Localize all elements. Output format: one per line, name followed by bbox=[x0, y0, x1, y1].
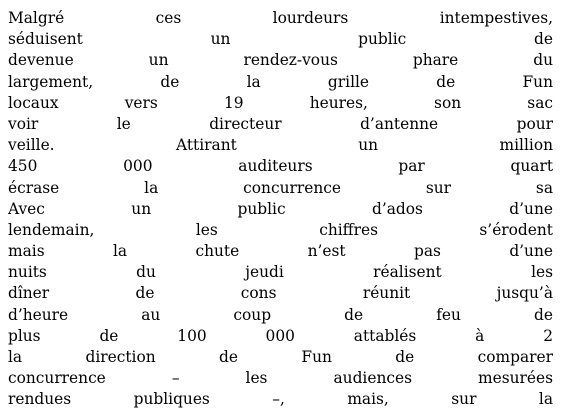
text-line bbox=[8, 389, 553, 410]
text-line bbox=[8, 283, 553, 304]
text-line-content bbox=[8, 179, 553, 199]
text-line bbox=[8, 368, 553, 389]
text-line bbox=[8, 50, 553, 71]
text-line bbox=[8, 156, 553, 177]
text-line bbox=[8, 305, 553, 326]
text-line-content bbox=[8, 94, 553, 114]
text-line bbox=[8, 93, 553, 114]
text-line bbox=[8, 135, 553, 156]
text-run: 450 000 auditeurs par quart bbox=[8, 157, 553, 176]
text-line-content bbox=[8, 157, 553, 177]
text-run: d’heure au coup de feu de bbox=[8, 305, 553, 324]
text-run: nuits du jeudi réalisent les bbox=[8, 263, 553, 282]
text-line bbox=[8, 8, 553, 29]
text-line-content bbox=[8, 369, 553, 389]
text-line bbox=[8, 114, 553, 135]
text-line-content bbox=[8, 390, 553, 410]
text-line-content bbox=[8, 327, 553, 347]
text-run: veille. Attirant un million bbox=[8, 136, 553, 155]
text-line-content bbox=[8, 284, 553, 304]
text-line bbox=[8, 178, 553, 199]
text-line-content bbox=[8, 9, 553, 29]
text-line bbox=[8, 199, 553, 220]
text-line-content bbox=[8, 51, 553, 71]
text-line-content bbox=[8, 348, 553, 368]
text-line-content bbox=[8, 73, 553, 93]
text-run: largement, de la grille de Fun bbox=[8, 72, 553, 91]
text-run: la direction de Fun de comparer bbox=[8, 348, 553, 366]
text-run: lendemain, les chiffres s’érodent bbox=[8, 220, 553, 239]
text-line-content bbox=[8, 30, 553, 50]
text-line-content bbox=[8, 242, 553, 262]
text-line bbox=[8, 72, 553, 93]
text-run: dîner de cons réunit jusqu’à bbox=[8, 284, 553, 303]
text-line bbox=[8, 29, 553, 50]
text-line bbox=[8, 347, 553, 368]
text-run: écrase la concurrence sur sa bbox=[8, 178, 553, 197]
text-line bbox=[8, 220, 553, 241]
text-run: rendues publiques –, mais, sur la bbox=[8, 390, 553, 409]
text-line bbox=[8, 262, 553, 283]
text-line-content bbox=[8, 136, 553, 156]
body-text bbox=[8, 8, 553, 411]
text-line-content bbox=[8, 221, 553, 241]
text-run: plus de 100 000 attablés à 2 bbox=[8, 326, 553, 345]
text-run: concurrence – les audiences mesurées bbox=[8, 369, 553, 388]
text-line-content bbox=[8, 200, 553, 220]
text-line-content bbox=[8, 115, 553, 135]
text-line bbox=[8, 326, 553, 347]
text-line-content bbox=[8, 263, 553, 283]
text-run: voir le directeur d’antenne pour bbox=[8, 114, 553, 133]
text-run: Malgré ces lourdeurs intempestives, bbox=[8, 9, 553, 27]
text-run: mais la chute n’est pas d’une bbox=[8, 242, 553, 261]
text-run: devenue un rendez-vous phare du bbox=[8, 51, 553, 70]
text-line-content bbox=[8, 306, 553, 326]
text-run: Avec un public d’ados d’une bbox=[8, 199, 553, 218]
text-run: locaux vers 19 heures, son sac bbox=[8, 93, 553, 112]
text-run: séduisent un public de bbox=[8, 30, 553, 49]
text-line bbox=[8, 241, 553, 262]
